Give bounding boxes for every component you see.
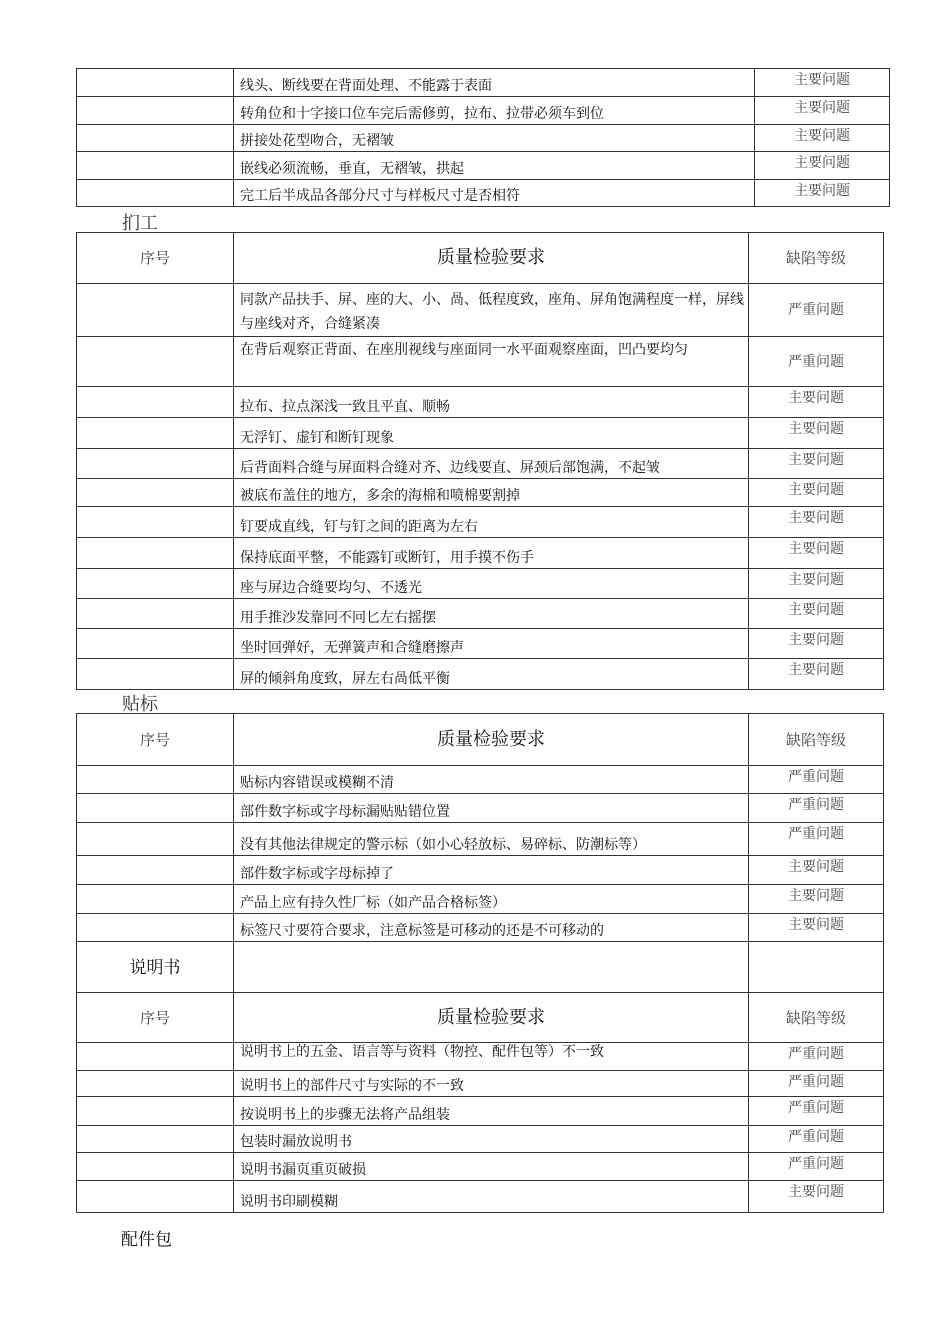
table-row: 按说明书上的步骤无法将产品组装 严重问题 — [77, 1097, 884, 1126]
table-row: 说明书上的五金、语言等与资料（物控、配件包等）不一致 严重问题 — [77, 1043, 884, 1071]
table-row: 后背面料合缝与屏面料合缝对齐、边线要直、屏颈后部饱满，不起皱 主要问题 — [77, 449, 884, 479]
col-header-no: 序号 — [77, 993, 234, 1043]
table-row: 用手推沙发靠冋不冋匕左右摇摆 主要问题 — [77, 599, 884, 629]
table-row: 转角位和十字接口位车完后需修剪，拉布、拉带必须车到位 主要问题 — [77, 97, 890, 125]
table-row: 没有其他法律规定的警示标（如小心轻放标、易碎标、防潮标等） 严重问题 — [77, 823, 884, 856]
table-row: 产品上应有持久性厂标（如产品合格标签） 主要问题 — [77, 885, 884, 914]
table-row: 保持底面平整，不能露钉或断钉，用手摸不伤手 主要问题 — [77, 538, 884, 569]
col-header-no: 序号 — [77, 714, 234, 766]
table-row: 屏的倾斜角度致，屏左右咼低平衡 主要问题 — [77, 659, 884, 690]
dagong-table — [76, 232, 884, 690]
section-title-dagong: 扪工 — [122, 213, 158, 234]
table-row: 说明书上的部件尺寸与实际的不一致 严重问题 — [77, 1071, 884, 1097]
table-header — [77, 233, 884, 284]
table-row: 钉要成直线，钉与钉之间的距离为左右 主要问题 — [77, 507, 884, 538]
table-row: 包装时漏放说明书 严重问题 — [77, 1126, 884, 1153]
table-row: 部件数字标或字母标漏贴贴错位置 严重问题 — [77, 794, 884, 823]
table-row: 无浮钉、虚钉和断钉现象 主要问题 — [77, 418, 884, 449]
table-row: 拉布、拉点深浅一致且平直、顺畅 主要问题 — [77, 387, 884, 418]
section-title-peijianbao: 配件包 — [121, 1230, 172, 1250]
col-header-level: 缺陷等级 — [749, 714, 884, 766]
col-header-req: 质量检验要求 — [234, 714, 749, 766]
table-row: 嵌线必须流畅，垂直，无褶皱，拱起 主要问题 — [77, 152, 890, 180]
table-row: 部件数字标或字母标掉了 主要问题 — [77, 856, 884, 885]
table-row-manual-title — [77, 942, 884, 993]
section-title-tiebiao: 贴标 — [122, 694, 158, 715]
table-row: 标签尺寸要符合要求，注意标签是可移动的还是不可移动的 主要问题 — [77, 914, 884, 942]
col-header-level: 缺陷等级 — [749, 233, 884, 284]
table-row: 说明书漏页重页破损 严重问题 — [77, 1153, 884, 1181]
table-row: 座与屏边合缝要均匀、不透光 主要问题 — [77, 569, 884, 599]
table-row: 坐时回弹好，无弹簧声和合缝磨擦声 主要问题 — [77, 629, 884, 659]
table-row: 被底布盖住的地方，多余的海棉和喷棉要割掉 主要问题 — [77, 479, 884, 507]
table-row: 完工后半成品各部分尺寸与样板尺寸是否相符 主要问题 — [77, 180, 890, 207]
tiebiao-table — [76, 713, 884, 1213]
section-title-manual: 说明书 — [77, 942, 234, 993]
table-row: 线头、断线要在背面处理、不能露于表面 主要问题 — [77, 69, 890, 97]
top-table — [76, 68, 890, 207]
table-row: 贴标内容错误或模糊不清 严重问题 — [77, 766, 884, 794]
table-row: 同款产品扶手、屏、座的大、小、咼、低程度致，座角、屏角饱满程度一样，屏线与座线对齐，合缝紧凑 严重问题 — [77, 284, 884, 337]
col-header-no: 序号 — [77, 233, 234, 284]
table-row: 拼接处花型吻合，无褶皱 主要问题 — [77, 125, 890, 152]
col-header-req: 质量检验要求 — [234, 233, 749, 284]
col-header-req: 质量检验要求 — [234, 993, 749, 1043]
col-header-level: 缺陷等级 — [749, 993, 884, 1043]
table-row: 说明书印刷模糊 主要问题 — [77, 1181, 884, 1213]
table-row: 在背后观察正背面、在座刖视线与座面同一水平面观察座面，凹凸要均匀 严重问题 — [77, 337, 884, 387]
table-header — [77, 993, 884, 1043]
table-header — [77, 714, 884, 766]
